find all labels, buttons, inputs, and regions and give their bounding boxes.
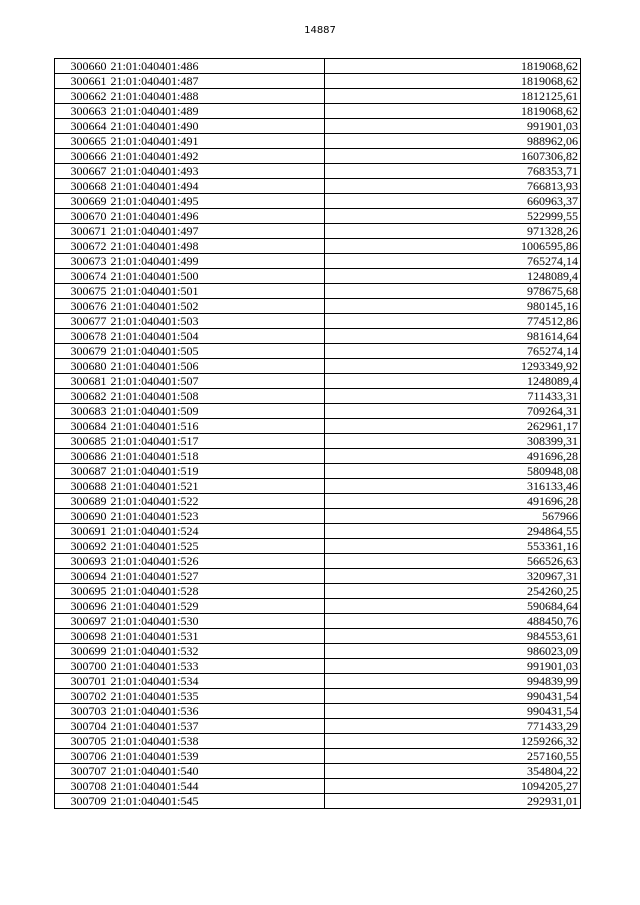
- row-id-cell: 300703: [55, 704, 109, 719]
- row-id-cell: 300685: [55, 434, 109, 449]
- cadastral-number-cell: 21:01:040401:507: [109, 374, 325, 389]
- table-row: [55, 554, 581, 569]
- row-id-cell: 300699: [55, 644, 109, 659]
- cadastral-value-cell: 488450,76: [325, 614, 581, 629]
- cadastral-number-cell: 21:01:040401:536: [109, 704, 325, 719]
- row-id-cell: 300669: [55, 194, 109, 209]
- cadastral-number-cell: 21:01:040401:495: [109, 194, 325, 209]
- row-id-cell: 300704: [55, 719, 109, 734]
- cadastral-number-cell: 21:01:040401:499: [109, 254, 325, 269]
- table-row: [55, 464, 581, 479]
- row-id-cell: 300668: [55, 179, 109, 194]
- cadastral-number-cell: 21:01:040401:526: [109, 554, 325, 569]
- table-row: [55, 779, 581, 794]
- table-row: [55, 524, 581, 539]
- row-id-cell: 300687: [55, 464, 109, 479]
- cadastral-number-cell: 21:01:040401:522: [109, 494, 325, 509]
- cadastral-value-cell: 1812125,61: [325, 89, 581, 104]
- cadastral-number-cell: 21:01:040401:527: [109, 569, 325, 584]
- cadastral-number-cell: 21:01:040401:534: [109, 674, 325, 689]
- table-row: [55, 374, 581, 389]
- row-id-cell: 300707: [55, 764, 109, 779]
- table-row: [55, 134, 581, 149]
- table-row: [55, 674, 581, 689]
- table-row: [55, 359, 581, 374]
- row-id-cell: 300677: [55, 314, 109, 329]
- row-id-cell: 300695: [55, 584, 109, 599]
- cadastral-value-cell: 1819068,62: [325, 104, 581, 119]
- cadastral-number-cell: 21:01:040401:544: [109, 779, 325, 794]
- cadastral-number-cell: 21:01:040401:516: [109, 419, 325, 434]
- cadastral-number-cell: 21:01:040401:523: [109, 509, 325, 524]
- cadastral-number-cell: 21:01:040401:501: [109, 284, 325, 299]
- cadastral-number-cell: 21:01:040401:518: [109, 449, 325, 464]
- cadastral-value-cell: 711433,31: [325, 389, 581, 404]
- row-id-cell: 300662: [55, 89, 109, 104]
- cadastral-value-cell: 1006595,86: [325, 239, 581, 254]
- cadastral-value-cell: 354804,22: [325, 764, 581, 779]
- table-row: [55, 659, 581, 674]
- table-row: [55, 269, 581, 284]
- cadastral-value-cell: 990431,54: [325, 704, 581, 719]
- row-id-cell: 300702: [55, 689, 109, 704]
- cadastral-value-cell: 1248089,4: [325, 269, 581, 284]
- row-id-cell: 300692: [55, 539, 109, 554]
- table-row: [55, 194, 581, 209]
- row-id-cell: 300682: [55, 389, 109, 404]
- cadastral-value-cell: 292931,01: [325, 794, 581, 809]
- cadastral-number-cell: 21:01:040401:539: [109, 749, 325, 764]
- table-row: [55, 389, 581, 404]
- row-id-cell: 300663: [55, 104, 109, 119]
- cadastral-number-cell: 21:01:040401:545: [109, 794, 325, 809]
- cadastral-value-cell: 978675,68: [325, 284, 581, 299]
- table-row: [55, 329, 581, 344]
- cadastral-number-cell: 21:01:040401:537: [109, 719, 325, 734]
- cadastral-value-cell: 1259266,32: [325, 734, 581, 749]
- cadastral-number-cell: 21:01:040401:489: [109, 104, 325, 119]
- cadastral-number-cell: 21:01:040401:532: [109, 644, 325, 659]
- cadastral-value-table: [54, 58, 581, 809]
- row-id-cell: 300697: [55, 614, 109, 629]
- row-id-cell: 300679: [55, 344, 109, 359]
- cadastral-number-cell: 21:01:040401:540: [109, 764, 325, 779]
- cadastral-value-cell: 1248089,4: [325, 374, 581, 389]
- table-row: [55, 74, 581, 89]
- row-id-cell: 300672: [55, 239, 109, 254]
- table-row: [55, 299, 581, 314]
- row-id-cell: 300705: [55, 734, 109, 749]
- row-id-cell: 300664: [55, 119, 109, 134]
- row-id-cell: 300684: [55, 419, 109, 434]
- cadastral-value-cell: 308399,31: [325, 434, 581, 449]
- cadastral-value-cell: 1819068,62: [325, 74, 581, 89]
- cadastral-value-cell: 320967,31: [325, 569, 581, 584]
- row-id-cell: 300678: [55, 329, 109, 344]
- cadastral-value-cell: 590684,64: [325, 599, 581, 614]
- cadastral-value-cell: 566526,63: [325, 554, 581, 569]
- table-row: [55, 719, 581, 734]
- cadastral-value-cell: 1293349,92: [325, 359, 581, 374]
- table-row: [55, 149, 581, 164]
- cadastral-number-cell: 21:01:040401:496: [109, 209, 325, 224]
- table-row: [55, 344, 581, 359]
- cadastral-number-cell: 21:01:040401:497: [109, 224, 325, 239]
- table-row: [55, 494, 581, 509]
- row-id-cell: 300688: [55, 479, 109, 494]
- row-id-cell: 300698: [55, 629, 109, 644]
- row-id-cell: 300681: [55, 374, 109, 389]
- row-id-cell: 300683: [55, 404, 109, 419]
- cadastral-value-cell: 991901,03: [325, 119, 581, 134]
- table-row: [55, 104, 581, 119]
- table-row: [55, 734, 581, 749]
- cadastral-number-cell: 21:01:040401:521: [109, 479, 325, 494]
- cadastral-number-cell: 21:01:040401:535: [109, 689, 325, 704]
- cadastral-value-cell: 994839,99: [325, 674, 581, 689]
- cadastral-value-cell: 986023,09: [325, 644, 581, 659]
- cadastral-value-cell: 1607306,82: [325, 149, 581, 164]
- row-id-cell: 300689: [55, 494, 109, 509]
- row-id-cell: 300675: [55, 284, 109, 299]
- cadastral-number-cell: 21:01:040401:524: [109, 524, 325, 539]
- cadastral-value-cell: 1819068,62: [325, 59, 581, 74]
- row-id-cell: 300706: [55, 749, 109, 764]
- cadastral-value-cell: 971328,26: [325, 224, 581, 239]
- cadastral-value-cell: 491696,28: [325, 449, 581, 464]
- page-number: 14887: [304, 25, 336, 36]
- table-row: [55, 509, 581, 524]
- cadastral-value-cell: 254260,25: [325, 584, 581, 599]
- cadastral-number-cell: 21:01:040401:530: [109, 614, 325, 629]
- table-row: [55, 284, 581, 299]
- table-row: [55, 224, 581, 239]
- cadastral-number-cell: 21:01:040401:493: [109, 164, 325, 179]
- table-row: [55, 419, 581, 434]
- table-row: [55, 179, 581, 194]
- table-row: [55, 629, 581, 644]
- table-row: [55, 449, 581, 464]
- row-id-cell: 300701: [55, 674, 109, 689]
- cadastral-value-cell: 709264,31: [325, 404, 581, 419]
- cadastral-value-cell: 774512,86: [325, 314, 581, 329]
- cadastral-value-cell: 580948,08: [325, 464, 581, 479]
- table-row: [55, 89, 581, 104]
- row-id-cell: 300665: [55, 134, 109, 149]
- cadastral-number-cell: 21:01:040401:525: [109, 539, 325, 554]
- table-row: [55, 749, 581, 764]
- cadastral-value-cell: 262961,17: [325, 419, 581, 434]
- table-row: [55, 119, 581, 134]
- row-id-cell: 300694: [55, 569, 109, 584]
- table-row: [55, 209, 581, 224]
- row-id-cell: 300673: [55, 254, 109, 269]
- cadastral-number-cell: 21:01:040401:498: [109, 239, 325, 254]
- cadastral-number-cell: 21:01:040401:519: [109, 464, 325, 479]
- table-body: [55, 59, 581, 809]
- cadastral-number-cell: 21:01:040401:528: [109, 584, 325, 599]
- table-row: [55, 59, 581, 74]
- cadastral-value-cell: 984553,61: [325, 629, 581, 644]
- cadastral-number-cell: 21:01:040401:502: [109, 299, 325, 314]
- row-id-cell: 300667: [55, 164, 109, 179]
- cadastral-number-cell: 21:01:040401:517: [109, 434, 325, 449]
- cadastral-number-cell: 21:01:040401:533: [109, 659, 325, 674]
- row-id-cell: 300674: [55, 269, 109, 284]
- row-id-cell: 300686: [55, 449, 109, 464]
- cadastral-value-cell: 766813,93: [325, 179, 581, 194]
- table-row: [55, 314, 581, 329]
- cadastral-value-cell: 981614,64: [325, 329, 581, 344]
- table-row: [55, 404, 581, 419]
- table-row: [55, 434, 581, 449]
- row-id-cell: 300680: [55, 359, 109, 374]
- row-id-cell: 300661: [55, 74, 109, 89]
- cadastral-number-cell: 21:01:040401:500: [109, 269, 325, 284]
- cadastral-value-cell: 980145,16: [325, 299, 581, 314]
- row-id-cell: 300671: [55, 224, 109, 239]
- table-row: [55, 689, 581, 704]
- row-id-cell: 300676: [55, 299, 109, 314]
- cadastral-number-cell: 21:01:040401:487: [109, 74, 325, 89]
- cadastral-value-cell: 491696,28: [325, 494, 581, 509]
- row-id-cell: 300660: [55, 59, 109, 74]
- row-id-cell: 300700: [55, 659, 109, 674]
- cadastral-number-cell: 21:01:040401:509: [109, 404, 325, 419]
- table-row: [55, 569, 581, 584]
- table-row: [55, 764, 581, 779]
- cadastral-value-cell: 765274,14: [325, 254, 581, 269]
- cadastral-number-cell: 21:01:040401:538: [109, 734, 325, 749]
- cadastral-value-cell: 522999,55: [325, 209, 581, 224]
- cadastral-number-cell: 21:01:040401:491: [109, 134, 325, 149]
- row-id-cell: 300708: [55, 779, 109, 794]
- table-row: [55, 614, 581, 629]
- cadastral-value-cell: 771433,29: [325, 719, 581, 734]
- row-id-cell: 300709: [55, 794, 109, 809]
- table-row: [55, 539, 581, 554]
- table-row: [55, 164, 581, 179]
- cadastral-number-cell: 21:01:040401:506: [109, 359, 325, 374]
- cadastral-value-cell: 765274,14: [325, 344, 581, 359]
- cadastral-value-cell: 990431,54: [325, 689, 581, 704]
- table-row: [55, 599, 581, 614]
- cadastral-number-cell: 21:01:040401:531: [109, 629, 325, 644]
- row-id-cell: 300666: [55, 149, 109, 164]
- row-id-cell: 300693: [55, 554, 109, 569]
- cadastral-number-cell: 21:01:040401:503: [109, 314, 325, 329]
- cadastral-number-cell: 21:01:040401:488: [109, 89, 325, 104]
- row-id-cell: 300690: [55, 509, 109, 524]
- row-id-cell: 300670: [55, 209, 109, 224]
- table-row: [55, 704, 581, 719]
- table-row: [55, 254, 581, 269]
- cadastral-value-cell: 294864,55: [325, 524, 581, 539]
- cadastral-value-cell: 991901,03: [325, 659, 581, 674]
- row-id-cell: 300691: [55, 524, 109, 539]
- cadastral-value-cell: 660963,37: [325, 194, 581, 209]
- cadastral-number-cell: 21:01:040401:529: [109, 599, 325, 614]
- cadastral-number-cell: 21:01:040401:504: [109, 329, 325, 344]
- cadastral-number-cell: 21:01:040401:490: [109, 119, 325, 134]
- cadastral-value-cell: 257160,55: [325, 749, 581, 764]
- cadastral-number-cell: 21:01:040401:486: [109, 59, 325, 74]
- cadastral-number-cell: 21:01:040401:505: [109, 344, 325, 359]
- cadastral-value-cell: 567966: [325, 509, 581, 524]
- table-row: [55, 239, 581, 254]
- table-row: [55, 479, 581, 494]
- cadastral-number-cell: 21:01:040401:508: [109, 389, 325, 404]
- cadastral-number-cell: 21:01:040401:492: [109, 149, 325, 164]
- cadastral-value-cell: 316133,46: [325, 479, 581, 494]
- cadastral-number-cell: 21:01:040401:494: [109, 179, 325, 194]
- table-row: [55, 584, 581, 599]
- row-id-cell: 300696: [55, 599, 109, 614]
- cadastral-value-cell: 553361,16: [325, 539, 581, 554]
- cadastral-value-cell: 1094205,27: [325, 779, 581, 794]
- cadastral-value-cell: 768353,71: [325, 164, 581, 179]
- cadastral-value-cell: 988962,06: [325, 134, 581, 149]
- table-row: [55, 644, 581, 659]
- table-row: [55, 794, 581, 809]
